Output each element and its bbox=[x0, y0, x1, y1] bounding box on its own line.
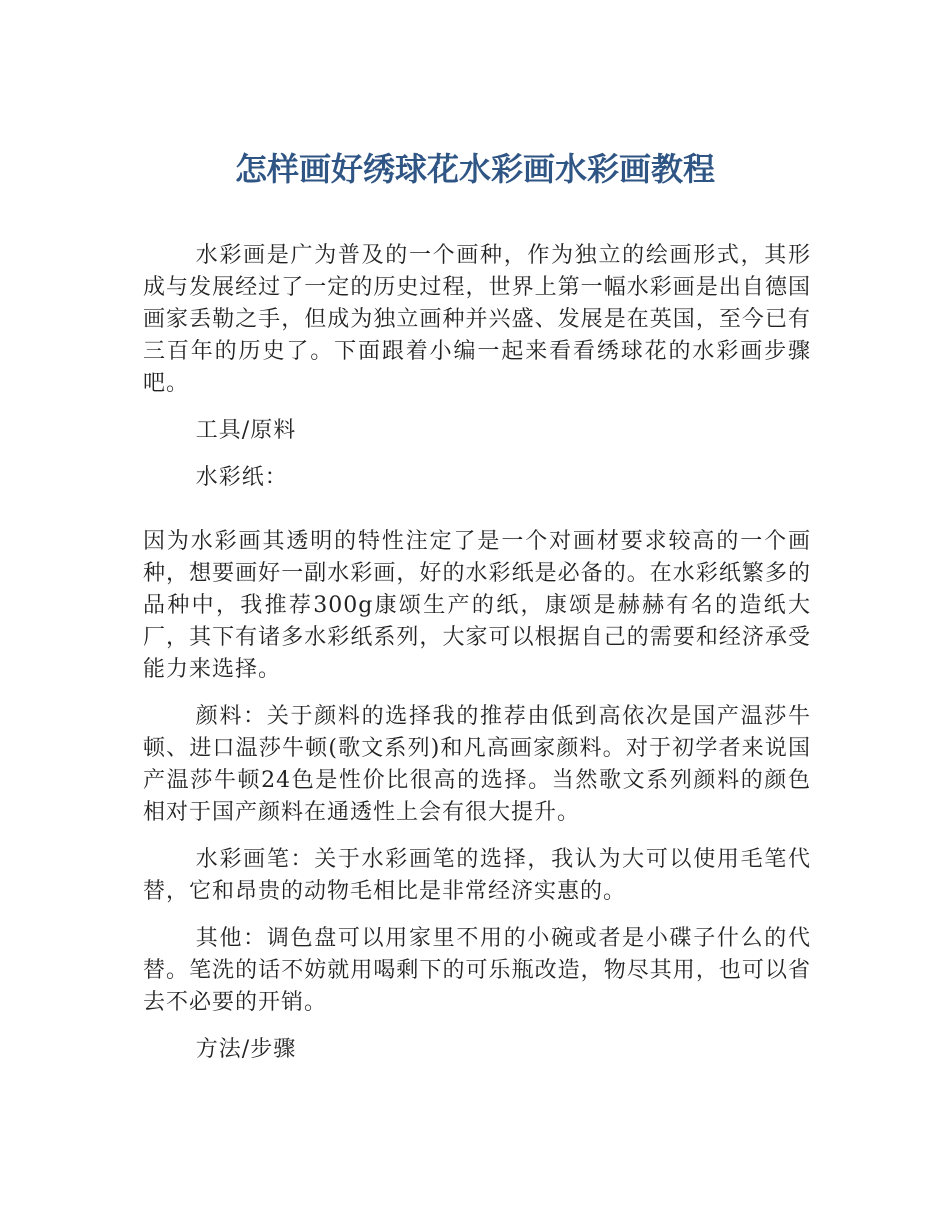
paragraph-brushes: 水彩画笔：关于水彩画笔的选择，我认为大可以使用毛笔代替，它和昂贵的动物毛相比是非常经济实惠的。 bbox=[143, 847, 811, 904]
section-heading-steps: 方法/步骤 bbox=[195, 1037, 297, 1062]
paragraph-others: 其他：调色盘可以用家里不用的小碗或者是小碟子什么的代替。笔洗的话不妨就用喝剩下的可乐瓶改造，物尽其用，也可以省去不必要的开销。 bbox=[143, 926, 811, 1015]
paragraph-paints: 颜料：关于颜料的选择我的推荐由低到高依次是国产温莎牛顿、进口温莎牛顿(歌文系列)和凡高画家颜料。对于初学者来说国产温莎牛顿24色是性价比很高的选择。当然歌文系列颜料的颜色相对于国产颜料在通透性上会有很大提升。 bbox=[143, 704, 811, 825]
section-heading-tools: 工具/原料 bbox=[195, 418, 297, 443]
document-body bbox=[143, 240, 811, 1081]
paragraph-watercolor-paper: 因为水彩画其透明的特性注定了是一个对画材要求较高的一个画种，想要画好一副水彩画，好的水彩纸是必备的。在水彩纸繁多的品种中，我推荐300g康颂生产的纸，康颂是赫赫有名的造纸大厂，其下有诸多水彩纸系列，大家可以根据自己的需要和经济承受能力来选择。 bbox=[143, 529, 811, 682]
intro-paragraph: 水彩画是广为普及的一个画种，作为独立的绘画形式，其形成与发展经过了一定的历史过程，世界上第一幅水彩画是出自德国画家丢勒之手，但成为独立画种并兴盛、发展是在英国，至今已有三百年的历史了。下面跟着小编一起来看看绣球花的水彩画步骤吧。 bbox=[143, 243, 811, 396]
document-title: 怎样画好绣球花水彩画水彩画教程 bbox=[234, 150, 715, 188]
subheading-watercolor-paper: 水彩纸： bbox=[195, 465, 288, 490]
